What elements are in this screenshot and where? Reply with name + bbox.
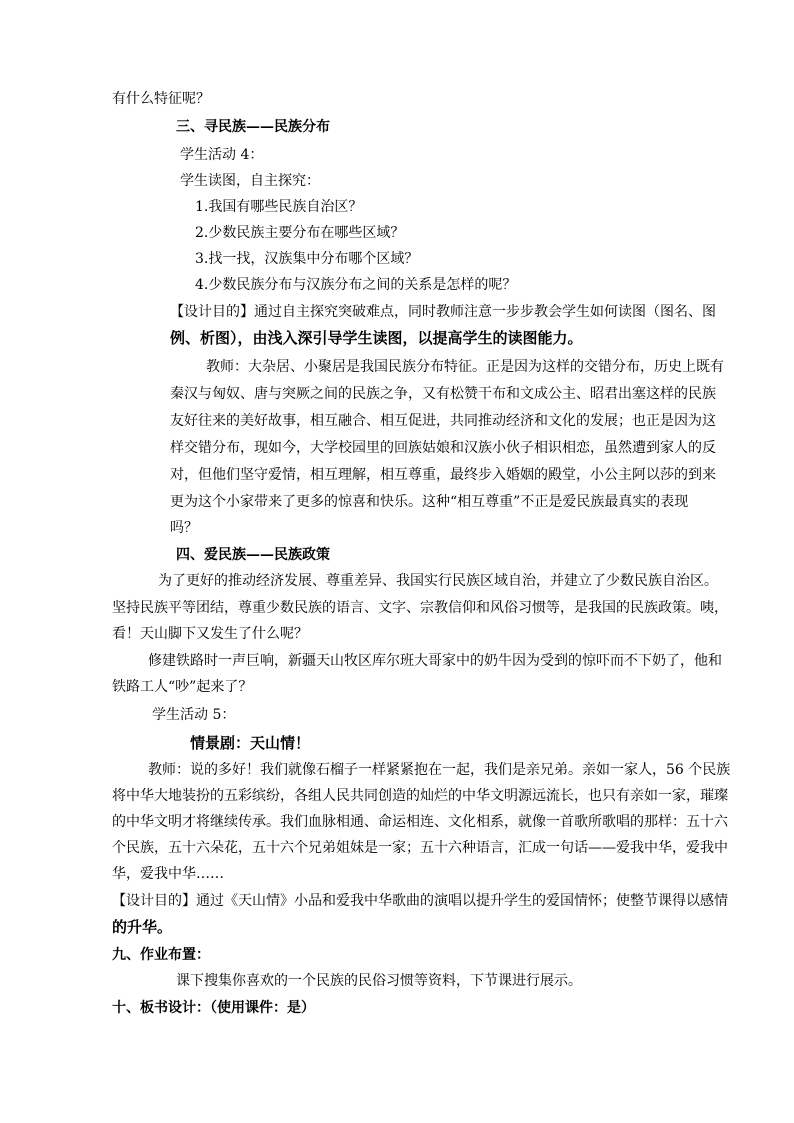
section-heading: 九、作业布置： [112,947,210,963]
teacher-paragraph: 教师：大杂居、小聚居是我国民族分布特征。正是因为这样的交错分布，历史上既有 [206,359,724,375]
homework-text: 课下搜集你喜欢的一个民族的民俗习惯等资料，下节课进行展示。 [176,973,582,989]
teacher-paragraph: 教师：说的多好！我们就像石榴子一样紧紧抱在一起，我们是亲兄弟。亲如一家人，56 个民族 [148,762,731,778]
question-item: 3.找一找，汉族集中分布哪个区域？ [195,251,419,267]
question-item: 4.少数民族分布与汉族分布之间的关系是怎样的呢？ [195,277,517,293]
text-line: 看！天山脚下又发生了什么呢？ [112,626,308,642]
text-line: 吗？ [170,520,198,536]
text-line: 坚持民族平等团结，尊重少数民族的语言、文字、宗教信仰和风俗习惯等，是我国的民族政策。咦， [112,600,728,616]
section-heading: 四、爱民族——民族政策 [176,547,330,563]
design-purpose-cont: 例、析图），由浅入深引导学生读图，以提高学生的读图能力。 [170,329,583,347]
activity-label: 学生活动 5： [152,707,236,723]
text-line: 铁路工人“吵”起来了？ [112,679,253,695]
text-line: 有什么特征呢？ [112,91,210,107]
design-purpose: 【设计目的】通过《天山情》小品和爱我中华歌曲的演唱以提升学生的爱国情怀；使整节课得以感情 [112,893,728,909]
question-item: 1.我国有哪些民族自治区？ [195,199,363,215]
text-line: 将中华大地装扮的五彩缤纷，各组人民共同创造的灿烂的中华文明源远流长，也只有亲如一家，璀璨 [112,788,728,804]
text-line: 个民族，五十六朵花，五十六个兄弟姐妹是一家；五十六种语言，汇成一句话——爱我中华，爱我中 [112,840,728,856]
text-line: 华，爱我中华…… [112,866,224,882]
text-line: 为了更好的推动经济发展、尊重差异、我国实行民族区域自治，并建立了少数民族自治区。 [158,573,718,589]
text-line: 秦汉与匈奴、唐与突厥之间的民族之争，又有松赞干布和文成公主、昭君出塞这样的民族 [170,386,716,402]
design-purpose-cont: 的升华。 [112,918,173,936]
text-line: 样交错分布，现如今，大学校园里的回族姑娘和汉族小伙子相识相恋，虽然遭到家人的反 [170,440,716,456]
skit-title: 情景剧：天山情！ [190,734,311,752]
text-line: 的中华文明才将继续传承。我们血脉相通、命运相连、文化相系，就像一首歌所歌唱的那样：五十六 [112,814,728,830]
design-purpose: 【设计目的】通过自主探究突破难点，同时教师注意一步步教会学生如何读图（图名、图 [170,304,716,320]
activity-label: 学生活动 4： [180,147,264,163]
text-line: 更为这个小家带来了更多的惊喜和快乐。这种“相互尊重”不正是爱民族最真实的表现 [170,494,689,510]
text-line: 学生读图，自主探究： [180,173,320,189]
section-heading: 十、板书设计：（使用课件：是） [112,1000,315,1016]
text-line: 修建铁路时一声巨响，新疆天山牧区库尔班大哥家中的奶牛因为受到的惊吓而不下奶了，他和 [148,653,722,669]
question-item: 2.少数民族主要分布在哪些区域？ [195,225,405,241]
text-line: 友好往来的美好故事，相互融合、相互促进，共同推动经济和文化的发展；也正是因为这 [170,413,716,429]
section-heading: 三、寻民族——民族分布 [176,119,330,135]
text-line: 对，但他们坚守爱情，相互理解，相互尊重，最终步入婚姻的殿堂，小公主阿以莎的到来 [170,467,716,483]
